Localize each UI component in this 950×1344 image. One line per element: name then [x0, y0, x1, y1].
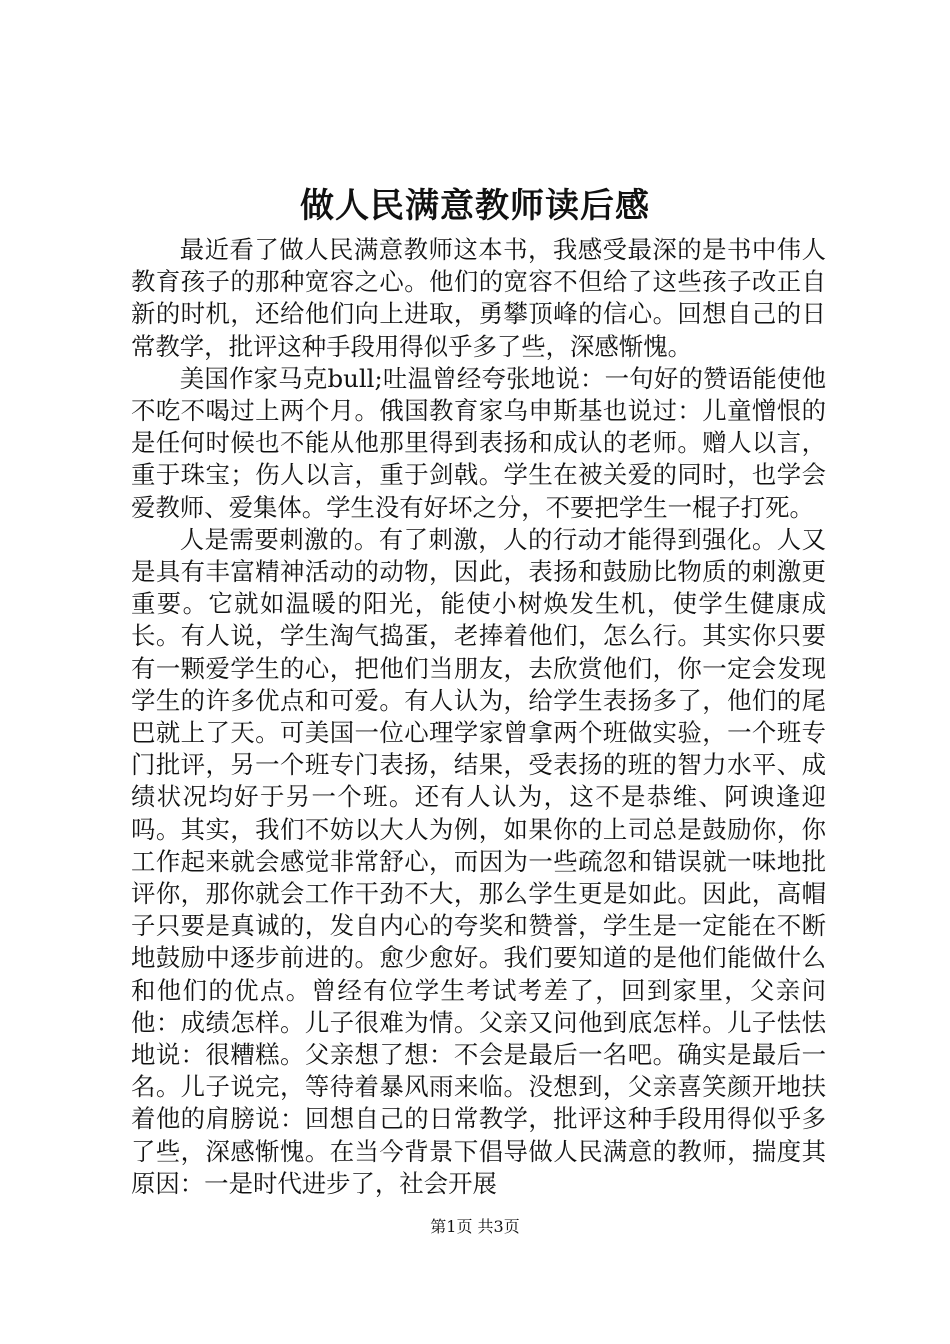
paragraph-1: 最近看了做人民满意教师这本书，我感受最深的是书中伟人教育孩子的那种宽容之心。他们的宽容不但给了这些孩子改正自新的时机，还给他们向上进取，勇攀顶峰的信心。回想自己的日常教学，批评这种手段用得似乎多了些，深感惭愧。	[131, 235, 826, 361]
paragraph-2: 美国作家马克bull;吐温曾经夸张地说：一句好的赞语能使他不吃不喝过上两个月。俄国教育家乌申斯基也说过：儿童憎恨的是任何时候也不能从他那里得到表扬和成认的老师。赠人以言，重于珠宝；伤人以言，重于剑戟。学生在被关爱的同时，也学会爱教师、爱集体。学生没有好坏之分，不要把学生一棍子打死。	[131, 363, 826, 522]
paragraph-3: 人是需要刺激的。有了刺激，人的行动才能得到强化。人又是具有丰富精神活动的动物，因此，表扬和鼓励比物质的刺激更重要。它就如温暖的阳光，能使小树焕发生机，使学生健康成长。有人说，学生淘气捣蛋，老捧着他们，怎么行。其实你只要有一颗爱学生的心，把他们当朋友，去欣赏他们，你一定会发现学生的许多优点和可爱。有人认为，给学生表扬多了，他们的尾巴就上了天。可美国一位心理学家曾拿两个班做实验，一个班专门批评，另一个班专门表扬，结果，受表扬的班的智力水平、成绩状况均好于另一个班。还有人认为，这不是恭维、阿谀逢迎吗。其实，我们不妨以大人为例，如果你的上司总是鼓励你，你工作起来就会感觉非常舒心，而因为一些疏忽和错误就一味地批评你，那你就会工作干劲不大，那么学生更是如此。因此，高帽子只要是真诚的，发自内心的夸奖和赞誉，学生是一定能在不断地鼓励中逐步前进的。愈少愈好。我们要知道的是他们能做什么和他们的优点。曾经有位学生考试考差了，回到家里，父亲问他：成绩怎样。儿子很难为情。父亲又问他到底怎样。儿子怯怯地说：很糟糕。父亲想了想：不会是最后一名吧。确实是最后一名。儿子说完，等待着暴风雨来临。没想到，父亲喜笑颜开地扶着他的肩膀说：回想自己的日常教学，批评这种手段用得似乎多了些，深感惭愧。在当今背景下倡导做人民满意的教师，揣度其原因：一是时代进步了，社会开展	[131, 524, 826, 1198]
document-body	[131, 234, 826, 1200]
page-number-footer: 第1页 共3页	[430, 1217, 520, 1236]
document-title: 做人民满意教师读后感	[300, 186, 650, 226]
